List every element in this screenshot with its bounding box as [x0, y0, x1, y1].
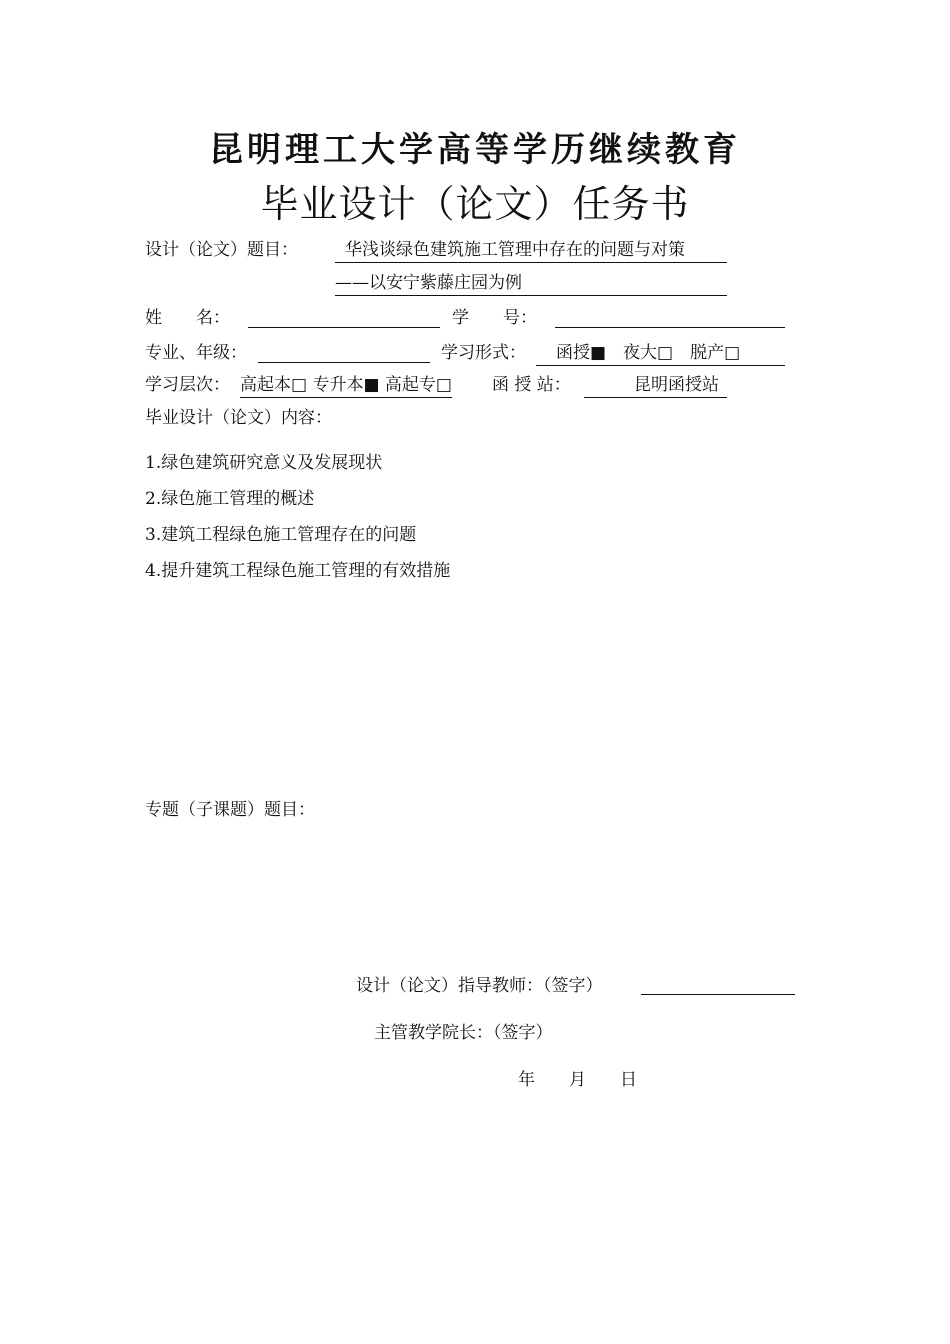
name-label: 姓 名：	[145, 308, 230, 328]
level	[240, 373, 452, 398]
topic-line1-value: 华浅谈绿色建筑施工管理中存在的问题与对策	[335, 238, 727, 263]
station	[584, 373, 727, 398]
topic-line2	[335, 271, 727, 296]
dean-signature-label: 主管教学院长：（签字）	[374, 1023, 553, 1043]
content-label: 毕业设计（论文）内容：	[145, 408, 332, 428]
advisor-signature-blank	[641, 976, 795, 995]
subtopic-label: 专题（子课题）题目：	[145, 800, 315, 820]
topic-line2-value: ——以安宁紫藤庄园为例	[335, 271, 727, 296]
study-form	[536, 341, 785, 366]
name-blank	[248, 309, 440, 328]
station-value: 昆明函授站	[584, 373, 727, 398]
topic-label: 设计（论文）题目：	[145, 240, 298, 260]
study-form-value: 函授■ 夜大□ 脱产□	[536, 341, 785, 366]
institution-title: 昆明理工大学高等学历继续教育	[209, 130, 741, 170]
content-item: 4.提升建筑工程绿色施工管理的有效措施	[145, 561, 451, 581]
topic-line1	[335, 238, 727, 263]
content-item: 1.绿色建筑研究意义及发展现状	[145, 453, 383, 473]
advisor-signature-label: 设计（论文）指导教师：（签字）	[356, 976, 603, 996]
station-label: 函 授 站：	[492, 375, 571, 395]
level-value: 高起本□ 专升本■ 高起专□	[240, 373, 452, 398]
content-item: 3.建筑工程绿色施工管理存在的问题	[145, 525, 417, 545]
student-no-blank	[555, 309, 785, 328]
date-label: 年 月 日	[518, 1070, 637, 1090]
major-blank	[258, 344, 430, 363]
level-label: 学习层次：	[145, 375, 230, 395]
study-form-label: 学习形式：	[441, 343, 526, 363]
document-title: 毕业设计（论文）任务书	[260, 182, 690, 226]
major-label: 专业、年级：	[145, 343, 247, 363]
content-item: 2.绿色施工管理的概述	[145, 489, 315, 509]
student-no-label: 学 号：	[452, 308, 537, 328]
